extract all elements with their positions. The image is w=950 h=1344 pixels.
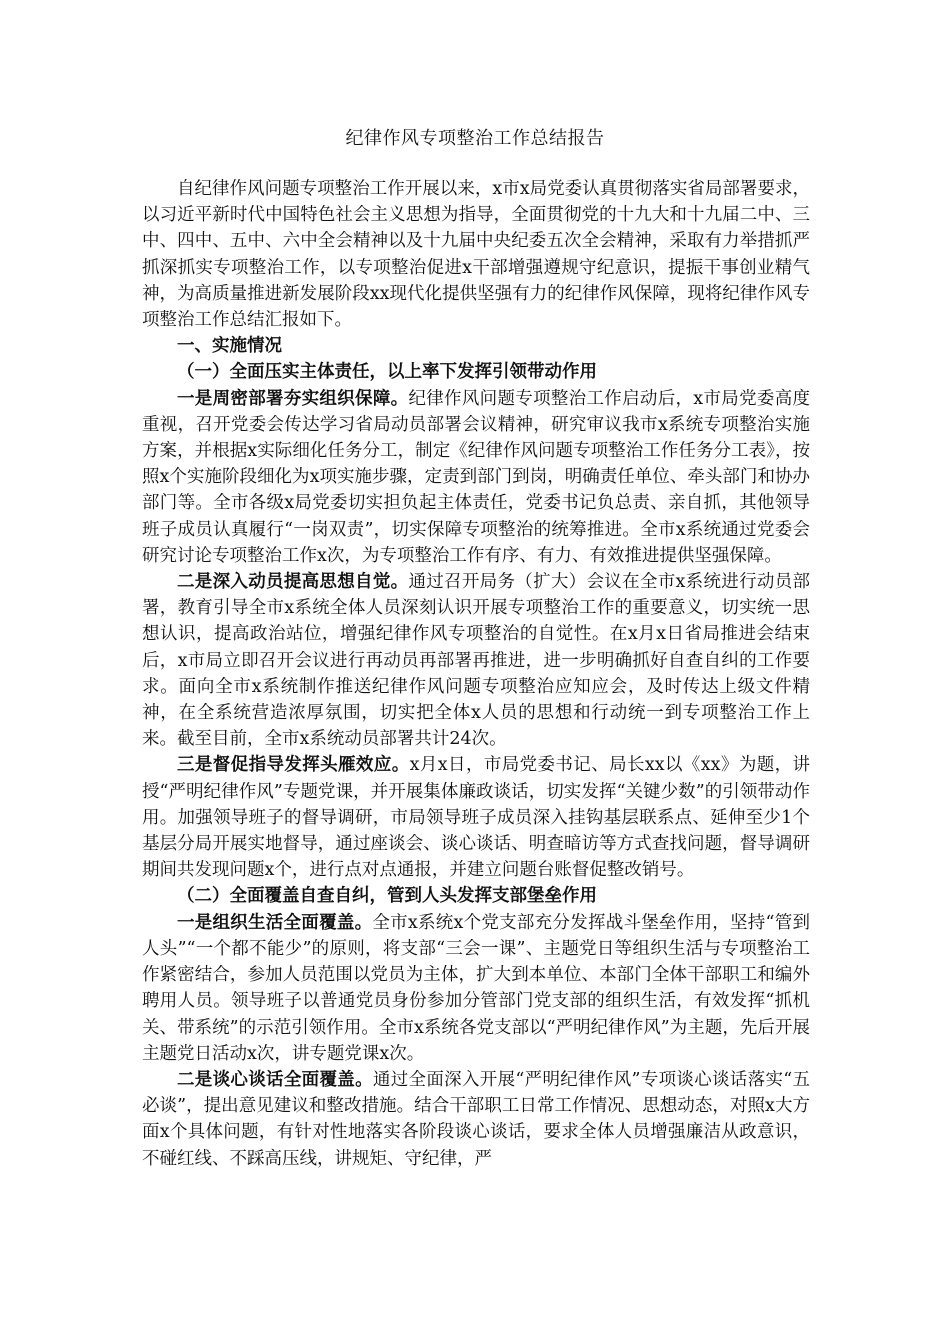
paragraph-lead: 二是谈心谈话全面覆盖。 (177, 1069, 373, 1090)
paragraph-heart-to-heart-talks (142, 1067, 810, 1172)
paragraph-text: 全市x系统x个党支部充分发挥战斗堡垒作用，坚持“管到人头”“一个都不能少”的原则，将支部“三会一课”、主题党日等组织生活与专项整治工作紧密结合，参加人员范围以党员为主体，扩大到本单位、本部门全体干部职工和编外聘用人员。领导班子以普通党员身份参加分管部门党支部的组织生活，有效发挥“抓机关、带系统”的示范引领作用。全市x系统各党支部以“严明纪律作风”为主题，先后开展主题党日活动x次，讲专题党课x次。 (142, 912, 811, 1064)
paragraph-text: 通过全面深入开展“严明纪律作风”专项谈心谈话落实“五必谈”，提出意见建议和整改措施。结合干部职工日常工作情况、思想动态，对照x大方面x个具体问题，有针对性地落实各阶段谈心谈话，要求全体人员增强廉洁从政意识，不碰红线、不踩高压线，讲规矩、守纪律，严 (142, 1069, 811, 1169)
paragraph-organization-life (142, 910, 810, 1067)
subsection-heading-1: （一）全面压实主体责任，以上率下发挥引领带动作用 (177, 362, 597, 383)
section-heading-implementation: 一、实施情况 (177, 336, 282, 357)
document-title: 纪律作风专项整治工作总结报告 (345, 128, 605, 149)
paragraph-deployment (142, 386, 810, 569)
subsection-heading-2: （二）全面覆盖自查自纠，管到人头发挥支部堡垒作用 (177, 886, 597, 907)
paragraph-lead: 一是周密部署夯实组织保障。 (177, 388, 409, 409)
document-body (142, 176, 810, 1172)
paragraph-text: 通过召开局务（扩大）会议在全市x系统进行动员部署，教育引导全市x系统全体人员深刻认识开展专项整治工作的重要意义，切实统一思想认识，提高政治站位，增强纪律作风专项整治的自觉性。在x月x日省局推进会结束后，x市局立即召开会议进行再动员再部署再推进，进一步明确抓好自查自纠的工作要求。面向全市x系统制作推送纪律作风问题专项整治应知应会，及时传达上级文件精神，在全系统营造浓厚氛围，切实把全体x人员的思想和行动统一到专项整治工作上来。截至目前，全市x系统动员部署共计24次。 (142, 572, 810, 750)
paragraph-lead: 二是深入动员提高思想自觉。 (177, 572, 409, 593)
intro-paragraph: 自纪律作风问题专项整治工作开展以来，x市x局党委认真贯彻落实省局部署要求，以习近平新时代中国特色社会主义思想为指导，全面贯彻党的十九大和十九届二中、三中、四中、五中、六中全会精神以及十九届中央纪委五次全会精神，采取有力举措抓严抓深抓实专项整治工作，以专项整治促进x干部增强遵规守纪意识，提振干事创业精气神，为高质量推进新发展阶段xx现代化提供坚强有力的纪律作风保障，现将纪律作风专项整治工作总结汇报如下。 (142, 179, 810, 331)
paragraph-mobilization (142, 569, 810, 752)
paragraph-text: 纪律作风问题专项整治工作启动后，x市局党委高度重视，召开党委会传达学习省局动员部署会议精神，研究审议我市x系统专项整治实施方案，并根据x实际细化任务分工，制定《纪律作风问题专项整治工作任务分工表》，按照x个实施阶段细化为x项实施步骤，定责到部门到岗，明确责任单位、牵头部门和协办部门等。全市各级x局党委切实担负起主体责任，党委书记负总责、亲自抓，其他领导班子成员认真履行“一岗双责”，切实保障专项整治的统筹推进。全市x系统通过党委会研究讨论专项整治工作x次，为专项整治工作有序、有力、有效推进提供坚强保障。 (142, 388, 810, 566)
paragraph-lead: 一是组织生活全面覆盖。 (177, 912, 373, 933)
paragraph-text: x月x日，市局党委书记、局长xx以《xx》为题，讲授“严明纪律作风”专题党课，并开展集体廉政谈话，切实发挥“关键少数”的引领带动作用。加强领导班子的督导调研，市局领导班子成员深入挂钩基层联系点、延伸至少1个基层分局开展实地督导，通过座谈会、谈心谈话、明查暗访等方式查找问题，督导调研期间共发现问题x个，进行点对点通报，并建立问题台账督促整改销号。 (142, 755, 811, 881)
paragraph-supervision (142, 752, 810, 883)
paragraph-lead: 三是督促指导发挥头雁效应。 (177, 755, 410, 776)
